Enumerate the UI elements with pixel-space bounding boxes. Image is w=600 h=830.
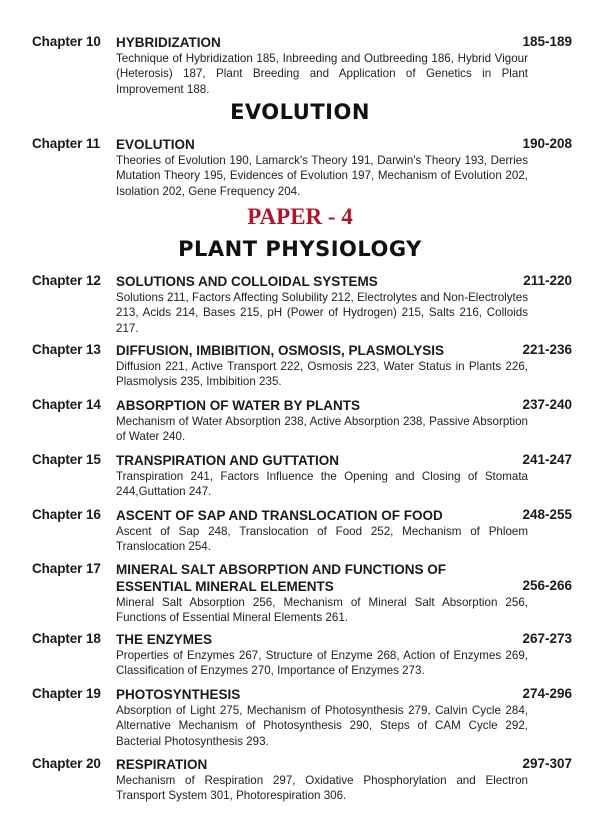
chapter-label: Chapter 16 bbox=[32, 507, 101, 522]
chapter-label: Chapter 14 bbox=[32, 397, 101, 412]
chapter-pages: 185-189 bbox=[522, 34, 572, 49]
chapter-description: Solutions 211, Factors Affecting Solubility 212, Electrolytes and Non-Electrolytes 213, Acids 214, Bases 215, pH (Power of Hydrogen) 215, Salts 216, Colloids 217. bbox=[116, 291, 528, 335]
chapter-title: PHOTOSYNTHESIS bbox=[116, 687, 241, 702]
section-heading-evolution: EVOLUTION bbox=[230, 100, 370, 124]
chapter-title: TRANSPIRATION AND GUTTATION bbox=[116, 453, 339, 468]
chapter-title: SOLUTIONS AND COLLOIDAL SYSTEMS bbox=[116, 274, 378, 289]
chapter-label: Chapter 17 bbox=[32, 561, 101, 576]
chapter-description: Mechanism of Water Absorption 238, Active Absorption 238, Passive Absorption of Water 240. bbox=[116, 415, 528, 444]
chapter-description: Absorption of Light 275, Mechanism of Photosynthesis 279, Calvin Cycle 284, Alternative Mechanism of Photosynthesis 290, Steps of CAM Cycle 292, Bacterial Photosynthesis 293. bbox=[116, 704, 528, 748]
chapter-pages: 241-247 bbox=[522, 452, 572, 467]
chapter-pages: 297-307 bbox=[522, 756, 572, 771]
chapter-label: Chapter 15 bbox=[32, 452, 101, 467]
section-heading-plant-physiology: PLANT PHYSIOLOGY bbox=[178, 237, 422, 261]
chapter-description: Mechanism of Respiration 297, Oxidative Phosphorylation and Electron Transport System 301, Photorespiration 306. bbox=[116, 774, 528, 803]
chapter-pages: 221-236 bbox=[522, 342, 572, 357]
chapter-title: MINERAL SALT ABSORPTION AND FUNCTIONS OF ESSENTIAL MINERAL ELEMENTS bbox=[116, 562, 446, 594]
chapter-description: Diffusion 221, Active Transport 222, Osmosis 223, Water Status in Plants 226, Plasmolysis 235, Imbibition 235. bbox=[116, 360, 528, 389]
chapter-pages: 237-240 bbox=[522, 397, 572, 412]
chapter-description: Properties of Enzymes 267, Structure of Enzyme 268, Action of Enzymes 269, Classification of Enzymes 270, Importance of Enzymes 273. bbox=[116, 649, 528, 678]
chapter-title: DIFFUSION, IMBIBITION, OSMOSIS, PLASMOLYSIS bbox=[116, 343, 445, 358]
chapter-title: ASCENT OF SAP AND TRANSLOCATION OF FOOD bbox=[116, 508, 443, 523]
chapter-description: Technique of Hybridization 185, Inbreeding and Outbreeding 186, Hybrid Vigour (Heterosis) 187, Plant Breeding and Application of Genetics in Plant Improvement 188. bbox=[116, 52, 528, 96]
chapter-label: Chapter 13 bbox=[32, 342, 101, 357]
chapter-title: RESPIRATION bbox=[116, 757, 208, 772]
chapter-label: Chapter 18 bbox=[32, 631, 101, 646]
chapter-label: Chapter 12 bbox=[32, 273, 101, 288]
chapter-pages: 274-296 bbox=[522, 686, 572, 701]
chapter-pages: 248-255 bbox=[522, 507, 572, 522]
chapter-title: HYBRIDIZATION bbox=[116, 35, 221, 50]
chapter-label: Chapter 19 bbox=[32, 686, 101, 701]
chapter-description: Transpiration 241, Factors Influence the Opening and Closing of Stomata 244,Guttation 247. bbox=[116, 470, 528, 499]
chapter-description: Mineral Salt Absorption 256, Mechanism of Mineral Salt Absorption 256, Functions of Essential Mineral Elements 261. bbox=[116, 596, 528, 625]
chapter-label: Chapter 11 bbox=[32, 136, 101, 151]
chapter-pages: 267-273 bbox=[522, 631, 572, 646]
chapter-description: Ascent of Sap 248, Translocation of Food 252, Mechanism of Phloem Translocation 254. bbox=[116, 525, 528, 554]
chapter-label: Chapter 20 bbox=[32, 756, 101, 771]
chapter-title: ABSORPTION OF WATER BY PLANTS bbox=[116, 398, 361, 413]
chapter-title: EVOLUTION bbox=[116, 137, 195, 152]
chapter-label: Chapter 10 bbox=[32, 34, 101, 49]
chapter-title: THE ENZYMES bbox=[116, 632, 213, 647]
chapter-pages: 211-220 bbox=[523, 273, 572, 288]
chapter-pages: 256-266 bbox=[522, 578, 572, 593]
paper-heading: PAPER - 4 bbox=[247, 204, 353, 229]
chapter-pages: 190-208 bbox=[522, 136, 572, 151]
chapter-description: Theories of Evolution 190, Lamarck's Theory 191, Darwin's Theory 193, Derries Mutation Theory 195, Evidences of Evolution 197, Mechanism of Evolution 202, Isolation 202, Gene Frequency 204. bbox=[116, 154, 528, 198]
